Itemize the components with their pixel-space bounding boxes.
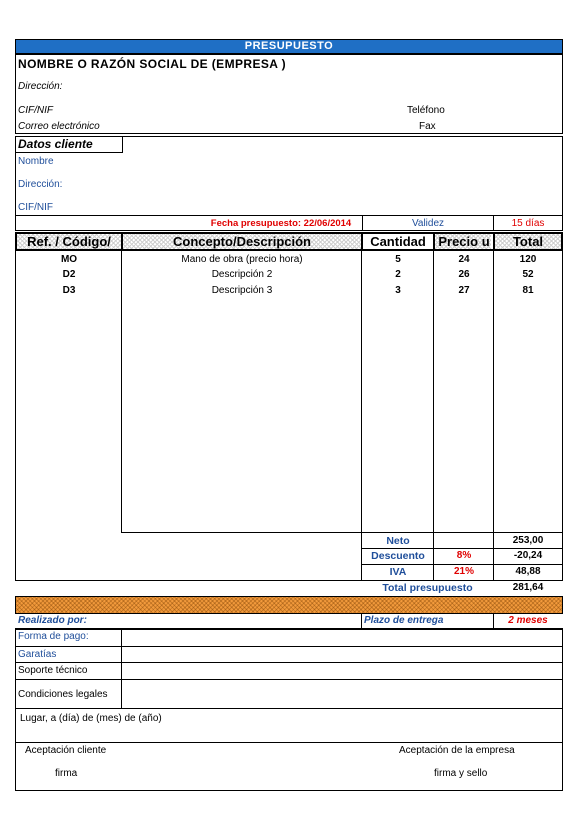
forma-pago-label: Forma de pago: bbox=[18, 631, 89, 642]
company-address-label: Dirección: bbox=[18, 81, 63, 92]
row-ref: D2 bbox=[62, 269, 76, 280]
soporte-label: Soporte técnico bbox=[18, 665, 88, 676]
aceptacion-empresa: Aceptación de la empresa bbox=[399, 745, 515, 756]
client-title: Datos cliente bbox=[18, 137, 93, 151]
col-total: Total bbox=[512, 234, 544, 249]
client-cif-label: CIF/NIF bbox=[18, 202, 53, 213]
neto-value: 253,00 bbox=[512, 535, 544, 546]
row-ref: MO bbox=[60, 254, 78, 265]
row-qty: 5 bbox=[395, 254, 401, 265]
row-price: 27 bbox=[458, 285, 470, 296]
condiciones-label: Condiciones legales bbox=[18, 689, 108, 700]
company-email-label: Correo electrónico bbox=[18, 121, 100, 132]
iva-value: 48,88 bbox=[515, 566, 541, 577]
col-ref: Ref. / Código/ bbox=[27, 234, 111, 249]
discount-value: -20,24 bbox=[513, 550, 543, 561]
separator-band bbox=[15, 597, 563, 613]
validity-value: 15 días bbox=[511, 218, 545, 229]
row-desc: Descripción 2 bbox=[211, 269, 273, 280]
validity-label: Validez bbox=[411, 218, 445, 229]
aceptacion-cliente: Aceptación cliente bbox=[25, 745, 107, 756]
total-label: Total presupuesto bbox=[382, 582, 473, 594]
budget-date: Fecha presupuesto: 22/06/2014 bbox=[210, 218, 352, 229]
page-title: PRESUPUESTO bbox=[244, 40, 334, 52]
row-ref: D3 bbox=[62, 285, 76, 296]
lugar-fecha: Lugar, a (día) de (mes) de (año) bbox=[20, 713, 162, 724]
row-price: 24 bbox=[458, 254, 470, 265]
company-cif-label: CIF/NIF bbox=[18, 105, 53, 116]
row-qty: 3 bbox=[395, 285, 401, 296]
row-qty: 2 bbox=[395, 269, 401, 280]
discount-label: Descuento bbox=[371, 550, 425, 562]
row-desc: Mano de obra (precio hora) bbox=[181, 254, 303, 265]
firma-sello: firma y sello bbox=[434, 768, 488, 779]
firma-cliente: firma bbox=[55, 768, 78, 779]
row-total: 52 bbox=[522, 269, 534, 280]
row-desc: Descripción 3 bbox=[211, 285, 273, 296]
company-phone-label: Teléfono bbox=[407, 105, 445, 116]
col-desc: Concepto/Descripción bbox=[173, 234, 311, 249]
client-address-label: Dirección: bbox=[18, 179, 63, 190]
realizado-label: Realizado por: bbox=[18, 615, 87, 626]
company-fax-label: Fax bbox=[419, 121, 436, 132]
client-name-label: Nombre bbox=[18, 156, 54, 167]
company-name: NOMBRE O RAZÓN SOCIAL DE (EMPRESA ) bbox=[18, 57, 287, 71]
row-price: 26 bbox=[458, 269, 470, 280]
iva-pct: 21% bbox=[453, 566, 474, 577]
row-total: 81 bbox=[522, 285, 534, 296]
row-total: 120 bbox=[519, 254, 537, 265]
discount-pct: 8% bbox=[456, 550, 472, 561]
plazo-value: 2 meses bbox=[508, 615, 548, 626]
iva-label: IVA bbox=[389, 566, 407, 578]
garantias-label: Garatías bbox=[18, 649, 57, 660]
neto-label: Neto bbox=[386, 535, 410, 547]
plazo-label: Plazo de entrega bbox=[364, 615, 444, 626]
total-value: 281,64 bbox=[512, 582, 544, 593]
col-qty: Cantidad bbox=[370, 234, 426, 249]
title-bar bbox=[15, 39, 563, 54]
col-price: Precio u bbox=[438, 234, 490, 249]
